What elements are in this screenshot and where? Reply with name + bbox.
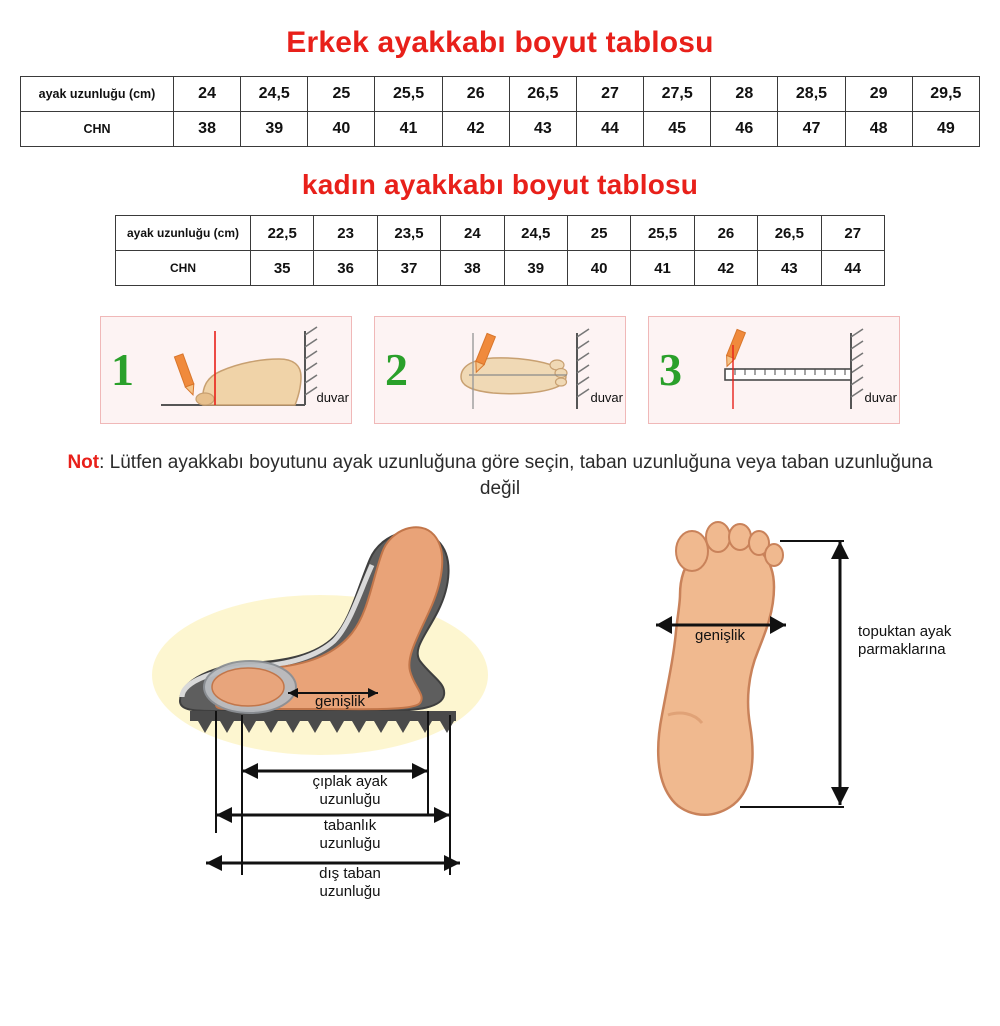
table-cell: 40 (567, 251, 630, 286)
table-cell: 26,5 (758, 216, 821, 251)
step-number-1: 1 (111, 344, 134, 395)
insole-length-label (270, 817, 430, 853)
table-cell: 28,5 (778, 77, 845, 112)
table-cell: 26,5 (509, 77, 576, 112)
table-cell: 38 (441, 251, 504, 286)
table-cell: 24,5 (241, 77, 308, 112)
table-cell: 40 (308, 112, 375, 147)
table-row (116, 216, 885, 251)
table-cell: 38 (174, 112, 241, 147)
insole-length-line1: tabanlık (323, 817, 377, 835)
table-cell: 41 (631, 251, 694, 286)
table-cell: 25,5 (631, 216, 694, 251)
step-3-illustration (691, 325, 893, 415)
table-cell: 44 (821, 251, 884, 286)
women-row-header-length: ayak uzunluğu (cm) (116, 216, 251, 251)
step-panel-2 (374, 316, 626, 424)
table-cell: 39 (241, 112, 308, 147)
table-cell: 26 (694, 216, 757, 251)
note-text: : Lütfen ayakkabı boyutunu ayak uzunluğuna göre seçin, taban uzunluğuna veya taban uzunluğuna değil (99, 452, 933, 499)
table-cell: 25 (567, 216, 630, 251)
bare-foot-length-line2: uzunluğu (319, 791, 381, 809)
table-cell: 27,5 (644, 77, 711, 112)
table-cell: 47 (778, 112, 845, 147)
table-cell: 48 (845, 112, 912, 147)
step-number-3: 3 (659, 344, 682, 395)
table-cell: 43 (509, 112, 576, 147)
table-cell: 29,5 (912, 77, 979, 112)
table-cell: 42 (694, 251, 757, 286)
measuring-steps (100, 316, 900, 424)
table-cell: 23 (314, 216, 377, 251)
table-row (21, 77, 980, 112)
men-size-table-wrapper (20, 76, 980, 147)
table-cell: 49 (912, 112, 979, 147)
sole-width-label: genişlik (694, 627, 746, 645)
table-cell: 25,5 (375, 77, 442, 112)
table-cell: 28 (711, 77, 778, 112)
table-row (116, 251, 885, 286)
table-cell: 35 (251, 251, 314, 286)
outsole-length-line1: dış taban (319, 865, 381, 883)
table-cell: 22,5 (251, 216, 314, 251)
table-cell: 27 (576, 77, 643, 112)
table-cell: 43 (758, 251, 821, 286)
side-width-label: genişlik (314, 693, 366, 711)
heel-to-toe-line2: parmaklarına (858, 641, 946, 659)
table-cell: 25 (308, 77, 375, 112)
table-cell: 44 (576, 112, 643, 147)
heel-to-toe-label (858, 623, 998, 659)
table-cell: 26 (442, 77, 509, 112)
side-foot-diagram (120, 515, 540, 915)
table-cell: 46 (711, 112, 778, 147)
insole-length-line2: uzunluğu (319, 835, 381, 853)
wall-label-2: duvar (590, 390, 623, 405)
men-size-table (20, 76, 980, 147)
heel-to-toe-line1: topuktan ayak (858, 623, 952, 641)
women-row-header-chn: CHN (116, 251, 251, 286)
table-cell: 37 (377, 251, 440, 286)
table-cell: 23,5 (377, 216, 440, 251)
wall-label-3: duvar (864, 390, 897, 405)
women-size-table-wrapper (115, 215, 885, 286)
table-cell: 36 (314, 251, 377, 286)
measurement-note (60, 450, 940, 501)
side-foot-illustration (120, 515, 540, 915)
men-size-chart-title: Erkek ayakkabı boyut tablosu (286, 26, 714, 59)
outsole-length-line2: uzunluğu (319, 883, 381, 901)
note-label: Not (67, 452, 100, 473)
step-number-2: 2 (385, 344, 408, 395)
table-cell: 24 (174, 77, 241, 112)
bare-foot-length-line1: çıplak ayak (312, 773, 388, 791)
step-1-illustration (143, 325, 345, 415)
women-size-chart-title: kadın ayakkabı boyut tablosu (301, 169, 699, 200)
foot-measurement-diagrams (0, 515, 1000, 915)
outsole-length-label (270, 865, 430, 901)
table-cell: 39 (504, 251, 567, 286)
men-row-header-length: ayak uzunluğu (cm) (21, 77, 174, 112)
sole-foot-diagram (590, 515, 980, 875)
table-cell: 41 (375, 112, 442, 147)
table-cell: 24,5 (504, 216, 567, 251)
table-cell: 29 (845, 77, 912, 112)
step-panel-1 (100, 316, 352, 424)
bare-foot-length-label (270, 773, 430, 809)
men-row-header-chn: CHN (21, 112, 174, 147)
table-cell: 45 (644, 112, 711, 147)
women-size-table (115, 215, 885, 286)
table-cell: 24 (441, 216, 504, 251)
step-panel-3 (648, 316, 900, 424)
sole-foot-illustration (590, 515, 980, 875)
table-row (21, 112, 980, 147)
table-cell: 27 (821, 216, 884, 251)
wall-label-1: duvar (316, 390, 349, 405)
step-2-illustration (417, 325, 619, 415)
table-cell: 42 (442, 112, 509, 147)
